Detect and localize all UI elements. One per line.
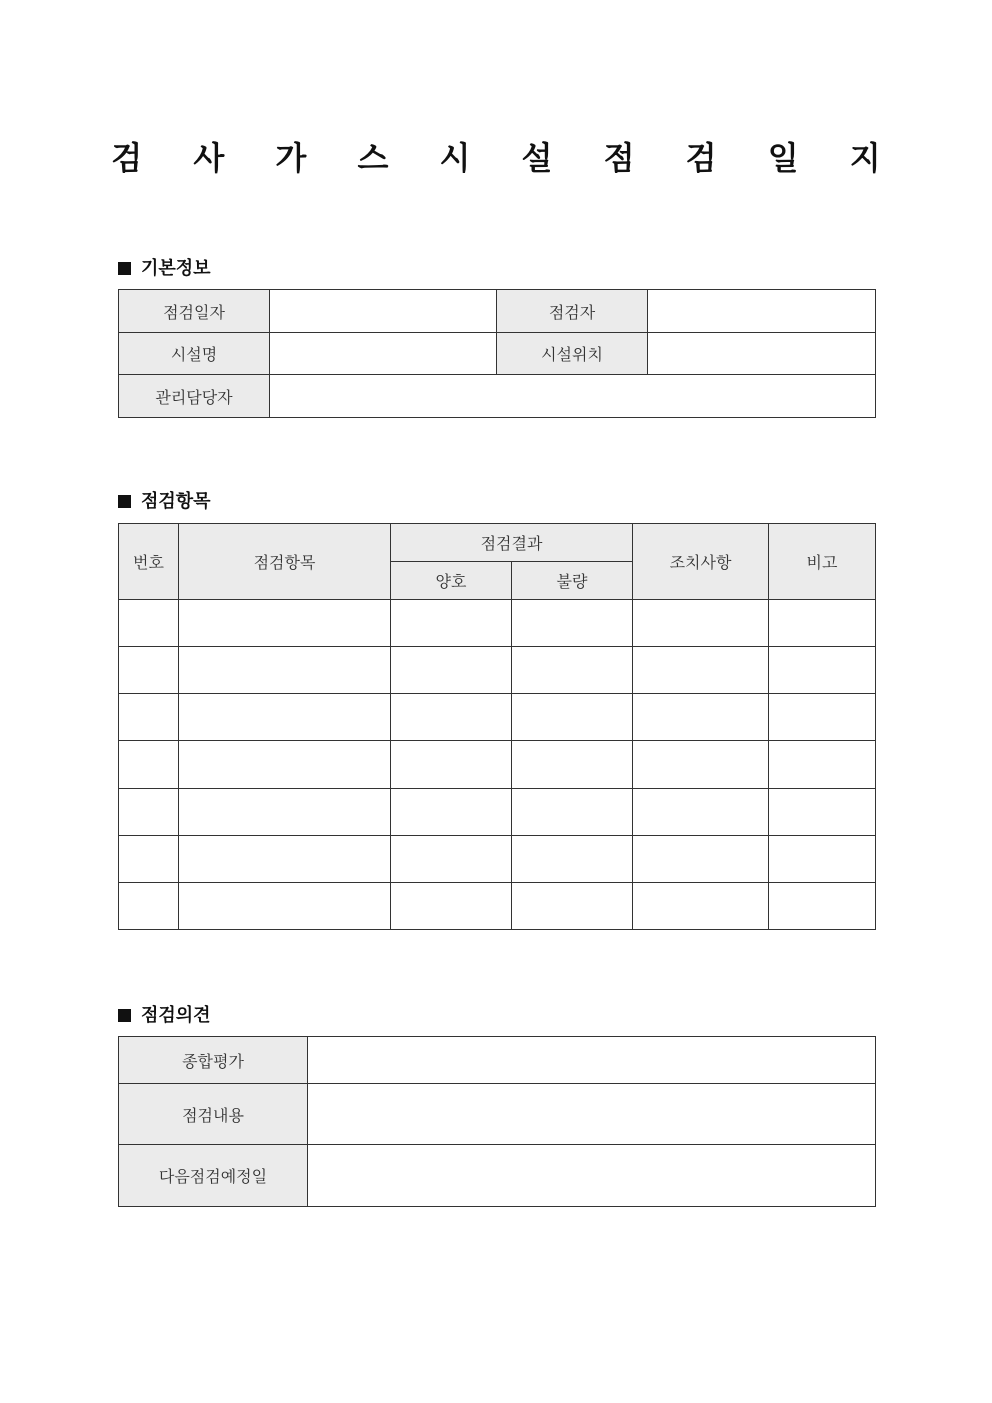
manager-field[interactable]: [270, 375, 876, 418]
item-cell[interactable]: [179, 600, 391, 647]
good-cell[interactable]: [391, 789, 512, 836]
good-cell[interactable]: [391, 600, 512, 647]
section-heading-text: 점검의견: [141, 1005, 211, 1026]
action-cell[interactable]: [633, 647, 769, 694]
section-heading-opinion: [118, 1001, 211, 1027]
action-cell[interactable]: [633, 789, 769, 836]
table-row: [119, 1037, 876, 1084]
facility-name-label: 시설명: [119, 333, 270, 375]
table-row: [119, 600, 876, 647]
good-cell[interactable]: [391, 836, 512, 883]
table-row: [119, 694, 876, 741]
remarks-cell[interactable]: [769, 741, 876, 789]
number-cell[interactable]: [119, 836, 179, 883]
page-title: 검 사 가 스 시 설 점 검 일 지: [111, 139, 901, 177]
item-cell[interactable]: [179, 647, 391, 694]
facility-location-label: 시설위치: [497, 333, 648, 375]
number-cell[interactable]: [119, 694, 179, 741]
remarks-cell[interactable]: [769, 836, 876, 883]
inspector-field[interactable]: [648, 290, 876, 333]
facility-name-field[interactable]: [270, 333, 497, 375]
bad-cell[interactable]: [512, 600, 633, 647]
remarks-cell[interactable]: [769, 694, 876, 741]
item-cell[interactable]: [179, 883, 391, 930]
table-header-row: [119, 524, 876, 562]
item-cell[interactable]: [179, 789, 391, 836]
column-header-item: 점검항목: [179, 524, 391, 600]
action-cell[interactable]: [633, 694, 769, 741]
manager-label: 관리담당자: [119, 375, 270, 418]
opinion-table: [118, 1036, 876, 1207]
good-cell[interactable]: [391, 647, 512, 694]
column-header-remarks: 비고: [769, 524, 876, 600]
remarks-cell[interactable]: [769, 883, 876, 930]
table-row: [119, 836, 876, 883]
next-inspection-date-field[interactable]: [308, 1145, 876, 1207]
item-cell[interactable]: [179, 836, 391, 883]
action-cell[interactable]: [633, 600, 769, 647]
bad-cell[interactable]: [512, 694, 633, 741]
table-row: [119, 1145, 876, 1207]
number-cell[interactable]: [119, 741, 179, 789]
section-heading-basic-info: [118, 254, 211, 280]
table-row: [119, 789, 876, 836]
facility-location-field[interactable]: [648, 333, 876, 375]
action-cell[interactable]: [633, 741, 769, 789]
good-cell[interactable]: [391, 694, 512, 741]
column-header-bad: 불량: [512, 562, 633, 600]
column-header-action: 조치사항: [633, 524, 769, 600]
item-cell[interactable]: [179, 741, 391, 789]
section-heading-text: 점검항목: [141, 491, 211, 512]
inspection-date-field[interactable]: [270, 290, 497, 333]
overall-evaluation-label: 종합평가: [119, 1037, 308, 1084]
table-row: [119, 741, 876, 789]
number-cell[interactable]: [119, 600, 179, 647]
number-cell[interactable]: [119, 883, 179, 930]
section-heading-text: 기본정보: [141, 258, 211, 279]
remarks-cell[interactable]: [769, 647, 876, 694]
square-bullet-icon: [118, 1009, 131, 1022]
table-row: [119, 375, 876, 418]
inspection-content-label: 점검내용: [119, 1084, 308, 1145]
bad-cell[interactable]: [512, 741, 633, 789]
remarks-cell[interactable]: [769, 600, 876, 647]
table-row: [119, 290, 876, 333]
table-row: [119, 333, 876, 375]
overall-evaluation-field[interactable]: [308, 1037, 876, 1084]
bad-cell[interactable]: [512, 647, 633, 694]
table-row: [119, 1084, 876, 1145]
good-cell[interactable]: [391, 883, 512, 930]
item-cell[interactable]: [179, 694, 391, 741]
section-heading-inspection-items: [118, 487, 211, 513]
inspector-label: 점검자: [497, 290, 648, 333]
column-header-number: 번호: [119, 524, 179, 600]
action-cell[interactable]: [633, 883, 769, 930]
basic-info-table: [118, 289, 876, 418]
action-cell[interactable]: [633, 836, 769, 883]
column-header-good: 양호: [391, 562, 512, 600]
good-cell[interactable]: [391, 741, 512, 789]
number-cell[interactable]: [119, 789, 179, 836]
next-inspection-date-label: 다음점검예정일: [119, 1145, 308, 1207]
column-header-result: 점검결과: [391, 524, 633, 562]
number-cell[interactable]: [119, 647, 179, 694]
square-bullet-icon: [118, 495, 131, 508]
bad-cell[interactable]: [512, 789, 633, 836]
square-bullet-icon: [118, 262, 131, 275]
bad-cell[interactable]: [512, 836, 633, 883]
inspection-content-field[interactable]: [308, 1084, 876, 1145]
table-row: [119, 883, 876, 930]
inspection-items-table: [118, 523, 876, 930]
remarks-cell[interactable]: [769, 789, 876, 836]
bad-cell[interactable]: [512, 883, 633, 930]
table-row: [119, 647, 876, 694]
inspection-date-label: 점검일자: [119, 290, 270, 333]
